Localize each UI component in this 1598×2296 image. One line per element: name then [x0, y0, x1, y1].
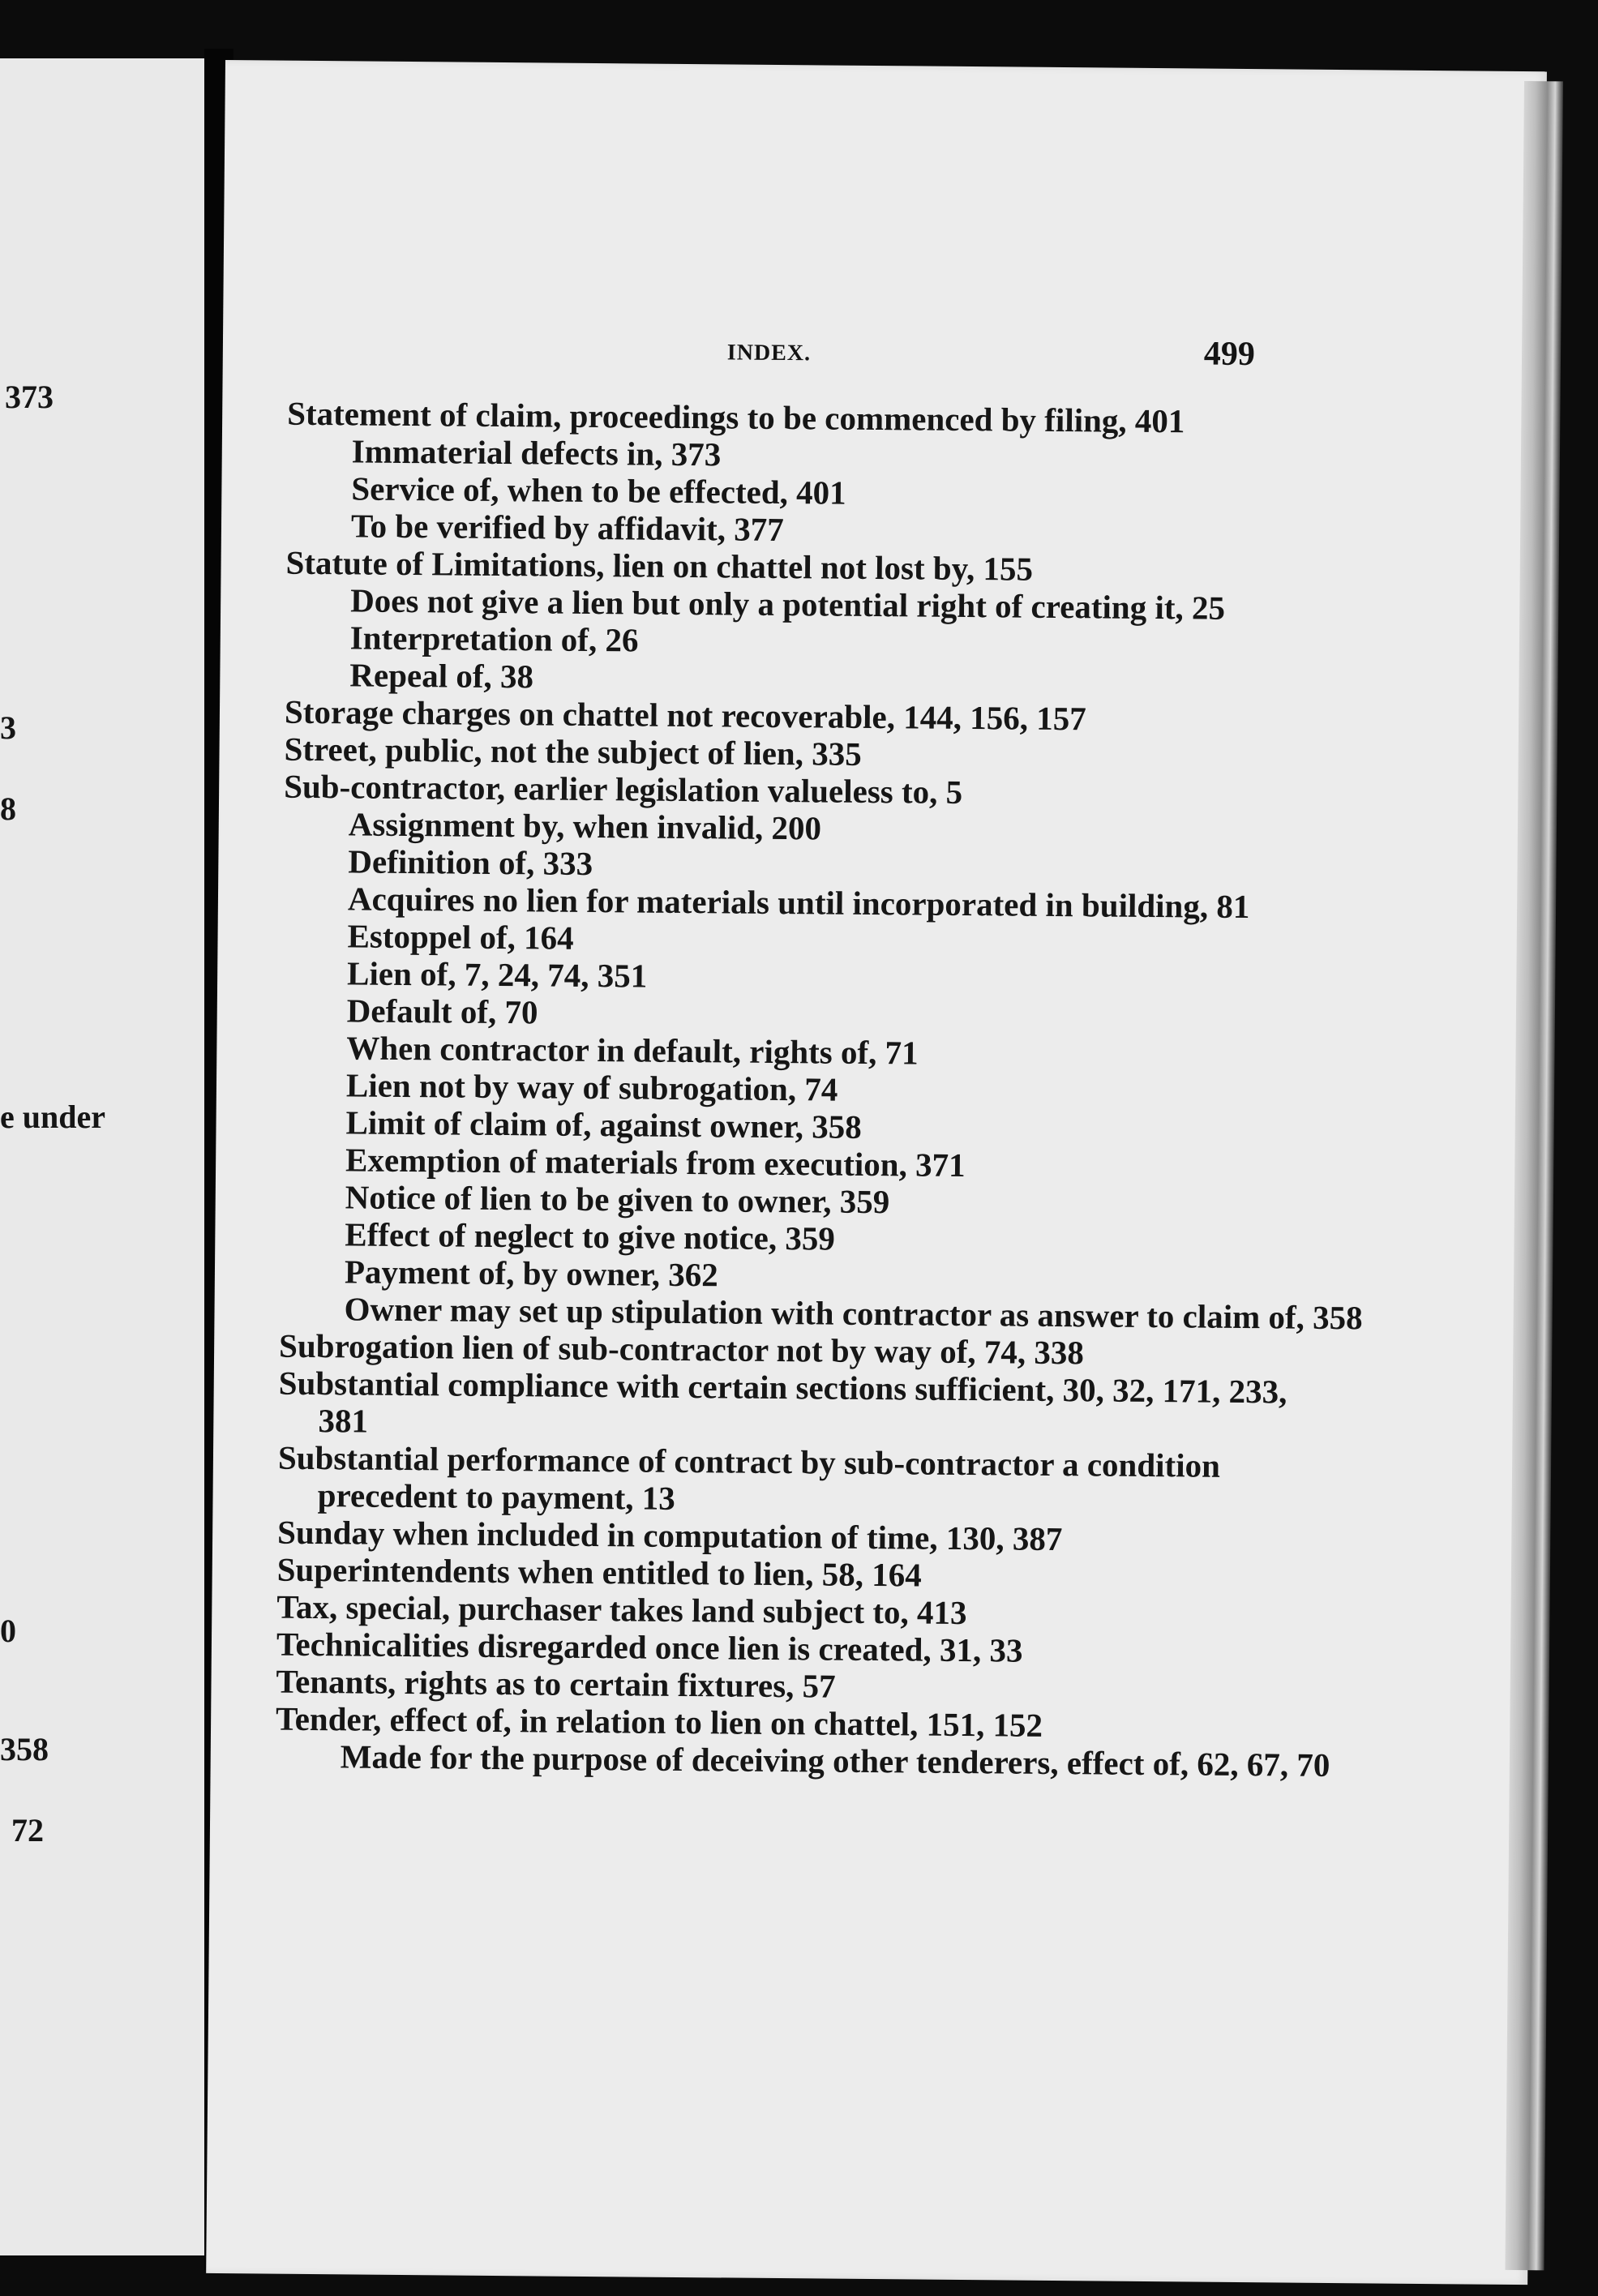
index-subentry: Payment of, by owner, 362	[344, 1253, 719, 1294]
index-entry: Storage charges on chattel not recoverable, 144, 156, 157	[284, 692, 1086, 738]
index-entry: Substantial compliance with certain sections sufficient, 30, 32, 171, 233, 381	[278, 1364, 1287, 1440]
index-subentry: Definition of, 333	[348, 842, 593, 882]
left-page-fragment: 373	[5, 379, 54, 415]
index-subentry: Notice of lien to be given to owner, 359	[345, 1178, 890, 1221]
index-entry: Superintendents when entitled to lien, 58, 164	[276, 1550, 922, 1594]
index-subentry: Immaterial defects in, 373	[351, 432, 722, 473]
left-facing-page	[0, 58, 204, 2255]
index-subentry: To be verified by affidavit, 377	[350, 507, 784, 549]
index-subentry: Made for the purpose of deceiving other tenderers, effect of, 62, 67, 70	[340, 1737, 1330, 1784]
index-subentry: Default of, 70	[346, 992, 538, 1031]
index-entry: Sub-contractor, earlier legislation valueless to, 5	[283, 767, 963, 811]
index-entry: Statute of Limitations, lien on chattel not lost by, 155	[285, 543, 1034, 588]
index-entry: Sunday when included in computation of time, 130, 387	[276, 1513, 1063, 1558]
index-entry: Statement of claim, proceedings to be commenced by filing, 401	[287, 394, 1185, 440]
index-subentry: Lien of, 7, 24, 74, 351	[346, 954, 648, 995]
left-page-fragment: 8	[0, 790, 16, 827]
index-entry: Tenants, rights as to certain fixtures, 57	[276, 1662, 836, 1705]
index-subentry: Acquires no lien for materials until incorporated in building, 81	[347, 880, 1250, 926]
left-page-fragment: 358	[0, 1731, 49, 1767]
left-page-fragment: e under	[0, 1099, 105, 1135]
left-page-fragment: 72	[11, 1812, 44, 1848]
index-subentry: Owner may set up stipulation with contractor as answer to claim of, 358	[344, 1290, 1363, 1337]
index-entry: Substantial performance of contract by sub-contractor a condition precedent to payment, 13	[277, 1438, 1221, 1517]
index-entry: Street, public, not the subject of lien, 335	[284, 730, 862, 773]
page-header	[223, 326, 1544, 386]
index-subentry: Does not give a lien but only a potential right of creating it, 25	[349, 581, 1226, 627]
index-subentry: Service of, when to be effected, 401	[351, 469, 846, 512]
index-subentry: Limit of claim of, against owner, 358	[345, 1103, 862, 1146]
index-subentry: Exemption of materials from execution, 371	[345, 1141, 966, 1184]
index-subentry: Assignment by, when invalid, 200	[348, 805, 822, 847]
index-subentry: Estoppel of, 164	[347, 917, 574, 957]
left-page-fragment: 0	[0, 1613, 16, 1649]
index-subentry: Effect of neglect to give notice, 359	[345, 1215, 836, 1257]
page-number: 499	[1203, 335, 1256, 374]
index-entry: Subrogation lien of sub-contractor not by way of, 74, 338	[278, 1326, 1085, 1372]
index-entries	[211, 394, 1544, 1785]
index-entry: Technicalities disregarded once lien is created, 31, 33	[276, 1625, 1023, 1669]
index-entry: Tax, special, purchaser takes land subject to, 413	[276, 1587, 967, 1632]
index-subentry: Interpretation of, 26	[349, 619, 639, 659]
running-head: INDEX.	[726, 340, 812, 366]
index-page	[206, 60, 1547, 2285]
index-subentry: Repeal of, 38	[349, 656, 534, 696]
index-subentry: Lien not by way of subrogation, 74	[345, 1066, 838, 1108]
index-entry: Tender, effect of, in relation to lien on chattel, 151, 152	[275, 1699, 1043, 1744]
left-page-fragment: 3	[0, 709, 16, 746]
index-subentry: When contractor in default, rights of, 71	[346, 1029, 919, 1072]
